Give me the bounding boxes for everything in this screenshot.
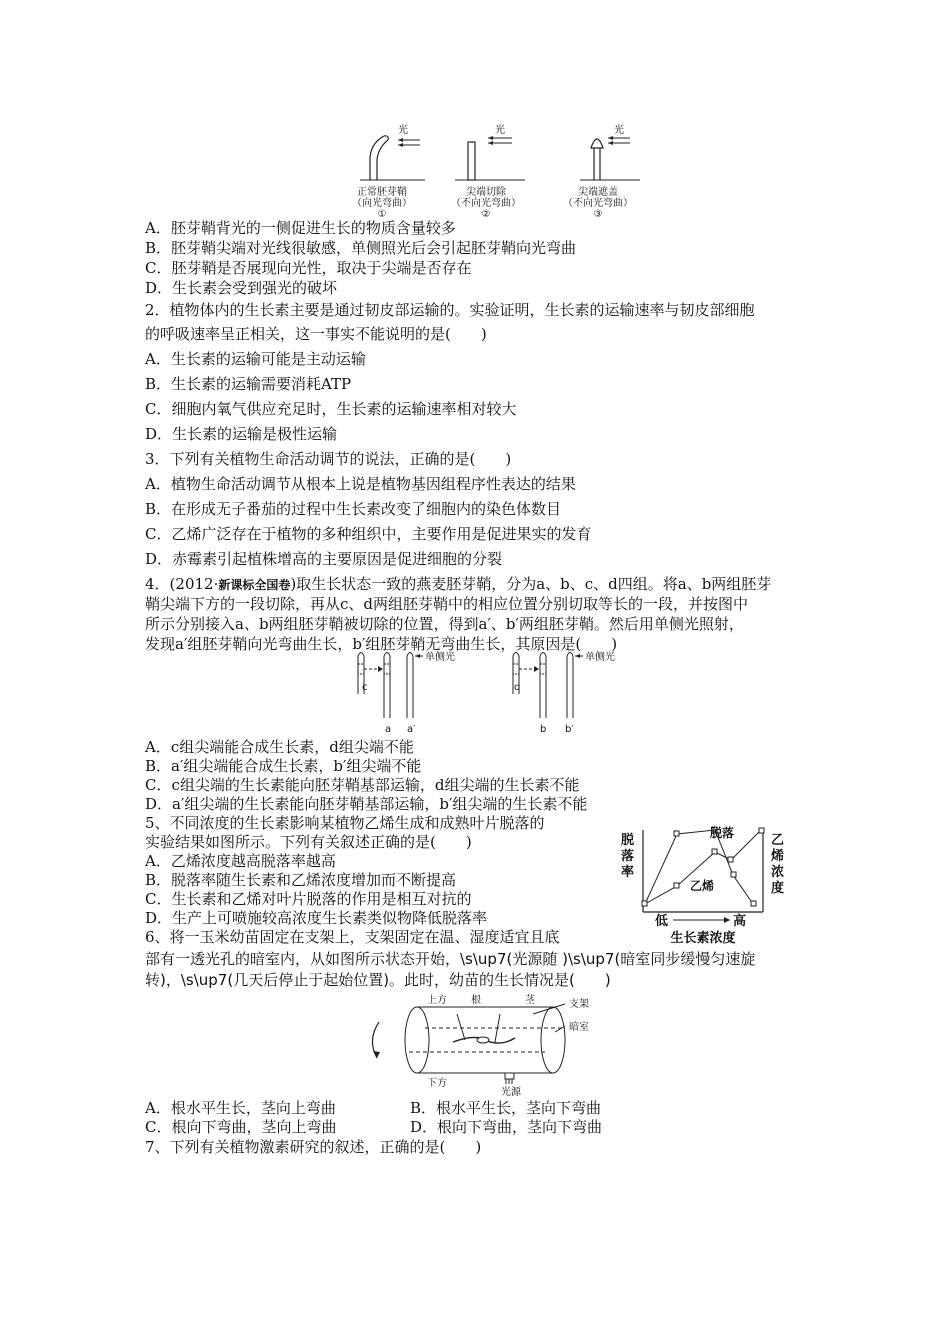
q2-option-a: A．生长素的运输可能是主动运输	[145, 350, 366, 368]
coleoptile-normal	[360, 123, 425, 180]
light-source-label: 光源	[501, 1087, 521, 1096]
q4-option-d: D．a′组尖端的生长素能向胚芽鞘基部运输，b′组尖端的生长素不能	[145, 795, 588, 813]
q1-option-b: B．胚芽鞘尖端对光线很敏感，单侧照光后会引起胚芽鞘向光弯曲	[145, 239, 577, 257]
q4-option-c: C．c组尖端的生长素能向胚芽鞘基部运输，d组尖端的生长素不能	[145, 776, 580, 794]
series-label-ethylene: 乙烯	[690, 879, 715, 893]
q2-option-c: C．细胞内氧气供应充足时，生长素的运输速率相对较大	[145, 400, 517, 418]
left-group	[358, 650, 455, 735]
item1-title: 正常胚芽鞘	[357, 187, 407, 198]
y-left-char-2: 落	[621, 849, 635, 864]
q1-option-d: D．生长素会受到强光的破坏	[145, 279, 338, 297]
q2-option-d: D．生长素的运输是极性运输	[145, 425, 338, 443]
item3-title: 尖端遮盖	[578, 187, 618, 198]
q2-option-b: B．生长素的运输需要消耗ATP	[145, 375, 352, 393]
darkroom-label: 暗室	[569, 1022, 589, 1033]
q2-stem-1: 2．植物体内的生长素主要是通过韧皮部运输的。实验证明，生长素的运输速率与韧皮部细胞	[145, 301, 755, 319]
item2-title: 尖端切除	[466, 187, 506, 198]
q5-option-d: D．生产上可喷施较高浓度生长素类似物降低脱落率	[145, 909, 488, 927]
q6-option-d: D．根向下弯曲，茎向下弯曲	[410, 1118, 603, 1136]
q5-option-b: B．脱落率随生长素和乙烯浓度增加而不断提高	[145, 871, 457, 889]
q4-option-b: B．a′组尖端能合成生长素，b′组尖端不能	[145, 757, 422, 775]
label-b-prime: b′	[565, 724, 574, 735]
item3-num: ③	[593, 209, 603, 218]
series-label-drop: 脱落	[710, 826, 735, 840]
light-label: 光	[495, 125, 505, 136]
q6-option-a: A．根水平生长，茎向上弯曲	[145, 1099, 336, 1117]
y-right-char-1: 乙	[771, 833, 785, 848]
y-right-char-4: 度	[771, 881, 785, 896]
item2-num: ②	[481, 209, 491, 218]
q3-option-b: B．在形成无子番茄的过程中生长素改变了细胞内的染色体数目	[145, 500, 562, 518]
label-a: a	[385, 724, 392, 735]
label-c: c	[362, 682, 368, 693]
q4-stem-4: 发现a′组胚芽鞘向光弯曲生长，b′组胚芽鞘无弯曲生长，其原因是( )	[145, 635, 618, 653]
label-d: d	[514, 682, 521, 693]
q5-option-a: A．乙烯浓度越高脱落率越高	[145, 852, 336, 870]
stem-label: 茎	[525, 995, 535, 1006]
figure-coleoptile-phototropism	[340, 118, 640, 218]
q2-stem-2: 的呼吸速率呈正相关，这一事实不能说明的是( )	[145, 325, 487, 343]
item1-num: ①	[377, 209, 387, 218]
q3-option-a: A．植物生命活动调节从根本上说是植物基因组程序性表达的结果	[145, 475, 576, 493]
figure-rotating-darkroom	[365, 992, 635, 1096]
y-right-char-3: 浓	[771, 865, 785, 880]
q6-stem-2: 部有一透光孔的暗室内，从如图所示状态开始，\s\up7(光源随 )\s\up7(暗室同步缓慢匀速旋	[145, 950, 756, 968]
q5-option-c: C．生长素和乙烯对叶片脱落的作用是相互对抗的	[145, 890, 472, 908]
q5-stem-2: 实验结果如图所示。下列有关叙述正确的是( )	[145, 833, 472, 851]
y-right-char-2: 烯	[771, 849, 785, 864]
q4-prefix: 4．(2012·	[145, 575, 219, 593]
q5-stem-1: 5、不同浓度的生长素影响某植物乙烯生成和成熟叶片脱落的	[145, 814, 545, 832]
q6-stem-3: 转)，\s\up7(几天后停止于起始位置)。此时，幼苗的生长情况是( )	[145, 971, 611, 989]
q3-option-d: D．赤霉素引起植株增高的主要原因是促进细胞的分裂	[145, 550, 503, 568]
x-axis-title: 生长素浓度	[670, 931, 736, 945]
figure-auxin-ethylene-chart	[615, 820, 800, 945]
light-label-right: 单侧光	[585, 652, 615, 663]
top-label: 上方	[427, 995, 447, 1006]
item3-sub: （不向光弯曲）	[563, 198, 633, 209]
q6-option-b: B．根水平生长，茎向下弯曲	[410, 1099, 602, 1117]
q6-stem-1: 6、将一玉米幼苗固定在支架上，支架固定在温、湿度适宜且底	[145, 928, 560, 946]
q1-option-a: A．胚芽鞘背光的一侧促进生长的物质含量较多	[145, 219, 456, 237]
coleoptile-tip-removed	[455, 123, 525, 180]
q4-stem-1-text: )取生长状态一致的燕麦胚芽鞘，分为a、b、c、d四组。将a、b两组胚芽	[290, 575, 772, 593]
light-label: 光	[398, 125, 408, 136]
label-a-prime: a′	[407, 724, 416, 735]
light-label: 光	[614, 125, 624, 136]
figure-grafting-experiment	[355, 650, 655, 738]
y-left-char-1: 脱	[621, 833, 635, 848]
q4-stem-2: 鞘尖端下方的一段切除，再从c、d两组胚芽鞘中的相应位置分别切取等长的一段，并按图中	[145, 595, 749, 613]
q1-option-c: C．胚芽鞘是否展现向光性，取决于尖端是否存在	[145, 259, 472, 277]
root-label: 根	[471, 995, 481, 1006]
coleoptile-tip-covered	[580, 123, 640, 180]
q3-stem: 3．下列有关植物生命活动调节的说法，正确的是( )	[145, 450, 512, 468]
q7-stem: 7、下列有关植物激素研究的叙述，正确的是( )	[145, 1138, 482, 1156]
q4-stem-3: 所示分别接入a、b两组胚芽鞘被切除的位置，得到a′、b′两组胚芽鞘。然后用单侧光照射，	[145, 615, 744, 633]
q4-source: 新课标全国卷	[218, 578, 291, 592]
x-low-label: 低	[655, 914, 669, 929]
q4-stem-1	[145, 574, 771, 595]
y-left-char-3: 率	[621, 865, 635, 880]
light-label-left: 单侧光	[425, 652, 455, 663]
q6-option-c: C．根向下弯曲，茎向上弯曲	[145, 1118, 337, 1136]
label-b: b	[540, 724, 547, 735]
item2-sub: （不向光弯曲）	[451, 198, 521, 209]
x-high-label: 高	[733, 914, 747, 929]
item1-sub: （向光弯曲）	[352, 198, 412, 209]
right-group	[513, 650, 615, 735]
q3-option-c: C．乙烯广泛存在于植物的多种组织中，主要作用是促进果实的发育	[145, 525, 592, 543]
bottom-label: 下方	[427, 1078, 447, 1089]
support-label: 支架	[569, 999, 589, 1010]
q4-option-a: A．c组尖端能合成生长素，d组尖端不能	[145, 738, 414, 756]
